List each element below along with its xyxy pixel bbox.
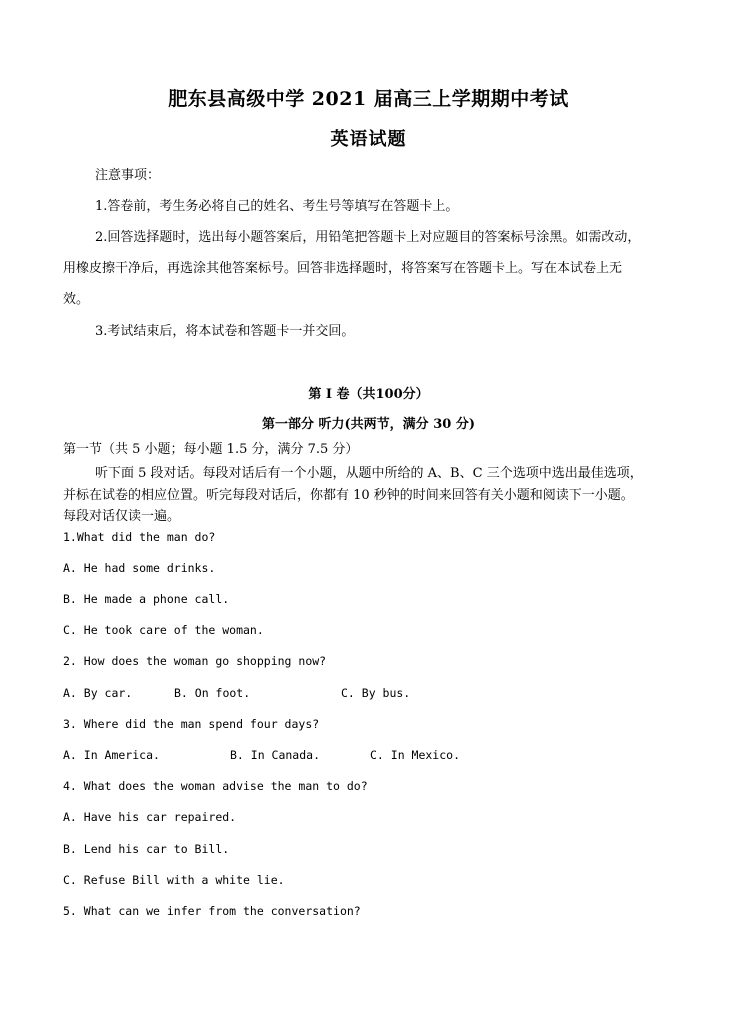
question-3-stem: 3. Where did the man spend four days?	[63, 717, 320, 731]
notice-item-3: 3.考试结束后，将本试卷和答题卡一并交回。	[95, 324, 355, 339]
exam-subtitle: 英语试题	[330, 129, 407, 150]
question-4-option-b: B. Lend his car to Bill.	[63, 842, 230, 856]
question-3-option-c: C. In Mexico.	[370, 748, 461, 762]
notice-item-2-line-1: 2.回答选择题时，选出每小题答案后，用铅笔把答题卡上对应题目的答案标号涂黑。如需改动，	[95, 230, 641, 245]
question-2-option-c: C. By bus.	[341, 686, 411, 700]
question-1-option-a: A. He had some drinks.	[63, 561, 216, 575]
exam-title: 肥东县高级中学 2021 届高三上学期期中考试	[168, 88, 569, 110]
question-3-option-b: B. In Canada.	[230, 748, 321, 762]
question-1-option-b: B. He made a phone call.	[63, 592, 230, 606]
notice-heading: 注意事项：	[95, 168, 161, 183]
question-2-stem: 2. How does the woman go shopping now?	[63, 654, 327, 668]
question-1-stem: 1.What did the man do?	[63, 530, 216, 544]
question-2-option-a: A. By car.	[63, 686, 133, 700]
question-4-stem: 4. What does the woman advise the man to do?	[63, 779, 368, 793]
question-5-stem: 5. What can we infer from the conversation?	[63, 904, 361, 918]
notice-item-2-line-3: 效。	[63, 292, 90, 307]
question-3-option-a: A. In America.	[63, 748, 160, 762]
section1-instruction-line-1: 听下面 5 段对话。每段对话后有一个小题，从题中所给的 A、B、C 三个选项中选出最佳选项，	[95, 466, 643, 481]
section1-instruction-line-3: 每段对话仅读一遍。	[63, 509, 181, 524]
section1-instruction-line-2: 并标在试卷的相应位置。听完每段对话后，你都有 10 秒钟的时间来回答有关小题和阅读下一小题。	[63, 488, 634, 503]
section1-heading: 第一节（共 5 小题；每小题 1.5 分，满分 7.5 分）	[63, 442, 359, 457]
question-3-options	[63, 748, 460, 762]
question-2-option-b: B. On foot.	[174, 686, 251, 700]
notice-item-1: 1.答卷前，考生务必将自己的姓名、考生号等填写在答题卡上。	[95, 199, 459, 214]
question-4-option-a: A. Have his car repaired.	[63, 810, 237, 824]
question-1-option-c: C. He took care of the woman.	[63, 623, 264, 637]
question-4-option-c: C. Refuse Bill with a white lie.	[63, 873, 285, 887]
volume-title: 第 I 卷（共100分）	[308, 387, 429, 402]
question-2-options	[63, 686, 410, 700]
notice-item-2-line-2: 用橡皮擦干净后，再选涂其他答案标号。回答非选择题时，将答案写在答题卡上。写在本试卷上无	[63, 261, 623, 276]
part1-title: 第一部分 听力(共两节，满分 30 分)	[262, 417, 475, 432]
